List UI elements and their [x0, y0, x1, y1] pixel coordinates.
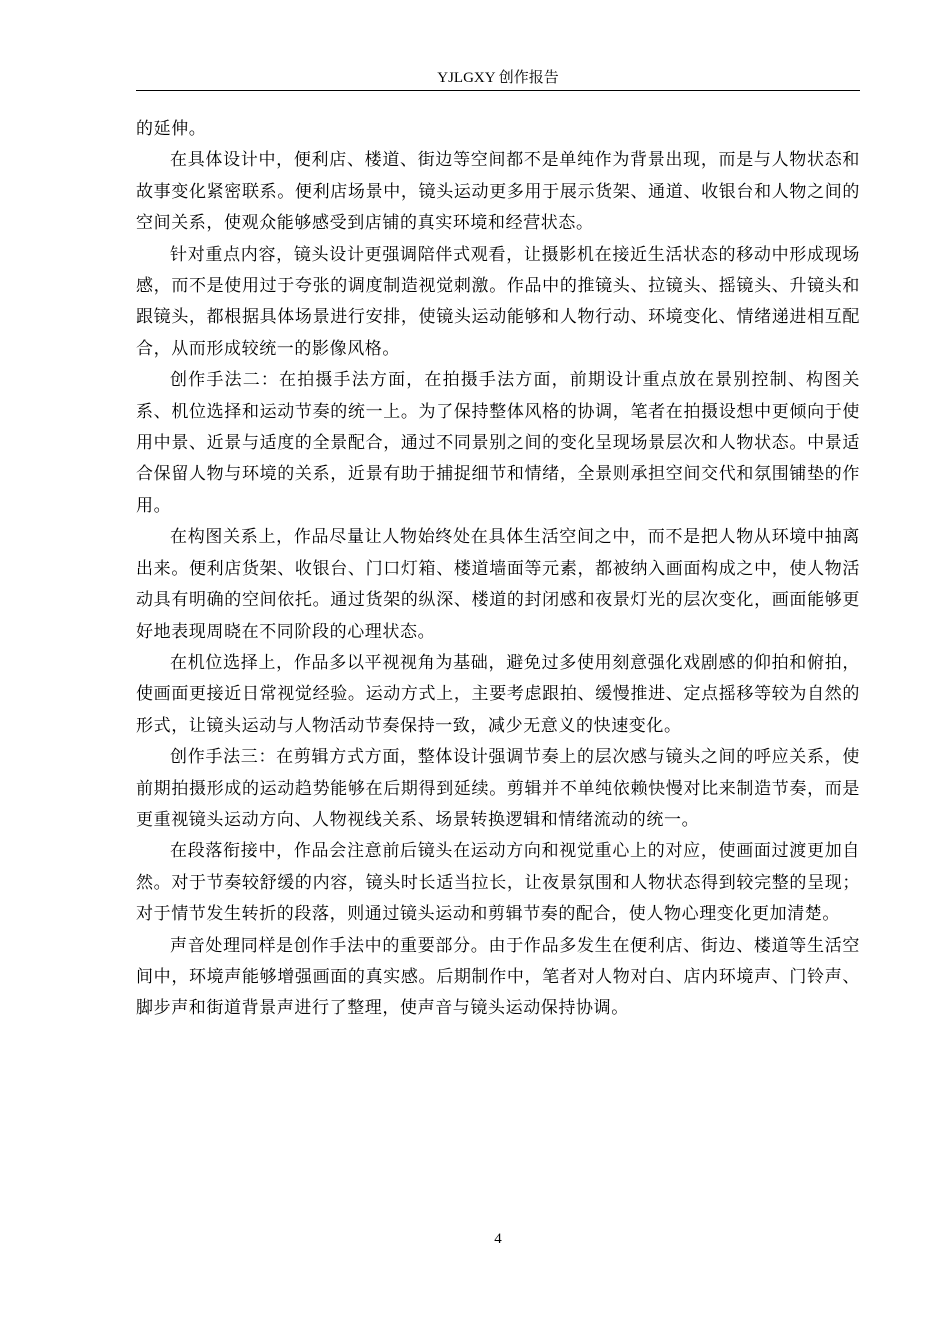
paragraph: 在具体设计中，便利店、楼道、街边等空间都不是单纯作为背景出现，而是与人物状态和故事变化紧密联系。便利店场景中，镜头运动更多用于展示货架、通道、收银台和人物之间的空间关系，使观众能够感受到店铺的真实环境和经营状态。	[136, 150, 860, 234]
paragraph: 针对重点内容，镜头设计更强调陪伴式观看，让摄影机在接近生活状态的移动中形成现场感，而不是使用过于夸张的调度制造视觉刺激。作品中的推镜头、拉镜头、摇镜头、升镜头和跟镜头，都根据具体场景进行安排，使镜头运动能够和人物行动、环境变化、情绪递进相互配合，从而形成较统一的影像风格。	[136, 244, 860, 359]
page-number: 4	[494, 1231, 502, 1247]
paragraph: 声音处理同样是创作手法中的重要部分。由于作品多发生在便利店、街边、楼道等生活空间中，环境声能够增强画面的真实感。后期制作中，笔者对人物对白、店内环境声、门铃声、脚步声和街道背景声进行了整理，使声音与镜头运动保持协调。	[136, 935, 860, 1019]
paragraph: 在构图关系上，作品尽量让人物始终处在具体生活空间之中，而不是把人物从环境中抽离出来。便利店货架、收银台、门口灯箱、楼道墙面等元素，都被纳入画面构成之中，使人物活动具有明确的空间依托。通过货架的纵深、楼道的封闭感和夜景灯光的层次变化，画面能够更好地表现周晓在不同阶段的心理状态。	[136, 527, 860, 642]
body-text	[136, 114, 860, 1025]
header-divider	[136, 90, 860, 91]
running-header: YJLGXY 创作报告	[437, 70, 559, 86]
paragraph-continuation: 的延伸。	[136, 119, 207, 139]
paragraph: 创作手法三：在剪辑方式方面，整体设计强调节奏上的层次感与镜头之间的呼应关系，使前期拍摄形成的运动趋势能够在后期得到延续。剪辑并不单纯依赖快慢对比来制造节奏，而是更重视镜头运动方向、人物视线关系、场景转换逻辑和情绪流动的统一。	[136, 747, 860, 830]
paragraph: 在机位选择上，作品多以平视视角为基础，避免过多使用刻意强化戏剧感的仰拍和俯拍，使画面更接近日常视觉经验。运动方式上，主要考虑跟拍、缓慢推进、定点摇移等较为自然的形式，让镜头运动与人物活动节奏保持一致，减少无意义的快速变化。	[136, 652, 860, 736]
paragraph: 创作手法二：在拍摄手法方面，在拍摄手法方面，前期设计重点放在景别控制、构图关系、机位选择和运动节奏的统一上。为了保持整体风格的协调，笔者在拍摄设想中更倾向于使用中景、近景与适度的全景配合，通过不同景别之间的变化呈现场景层次和人物状态。中景适合保留人物与环境的关系，近景有助于捕捉细节和情绪，全景则承担空间交代和氛围铺垫的作用。	[136, 370, 860, 516]
paragraph: 在段落衔接中，作品会注意前后镜头在运动方向和视觉重心上的对应，使画面过渡更加自然。对于节奏较舒缓的内容，镜头时长适当拉长，让夜景氛围和人物状态得到较完整的呈现；对于情节发生转折的段落，则通过镜头运动和剪辑节奏的配合，使人物心理变化更加清楚。	[136, 841, 860, 925]
